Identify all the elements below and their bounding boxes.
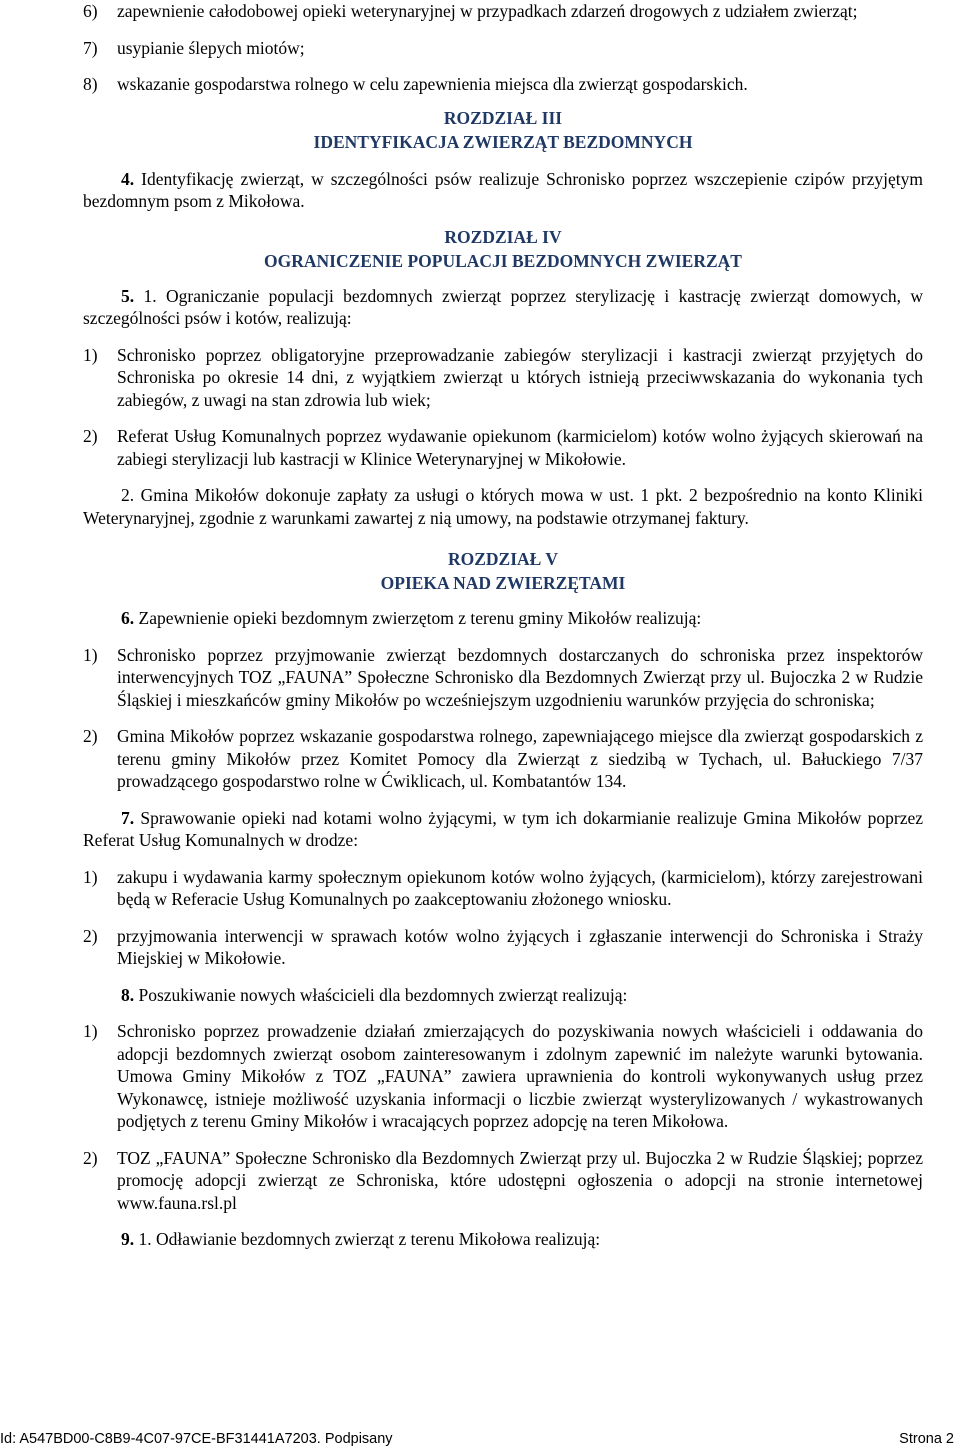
paragraph-8 [83, 984, 923, 1007]
item-text: TOZ „FAUNA” Społeczne Schronisko dla Bezdomnych Zwierząt przy ul. Bujoczka 2 w Rudzie Śląskiej; poprzez promocję adopcji zwierząt ze Schroniska, które udostępni ogłoszenia o adopcji na stronie internetowej www.fauna.rsl.pl [117, 1147, 923, 1213]
list-item [83, 344, 923, 412]
item-number: 6) [83, 1, 98, 21]
list-item [83, 1020, 923, 1133]
paragraph-text: Poszukiwanie nowych właścicieli dla bezdomnych zwierząt realizują: [138, 984, 628, 1005]
chapter-title: ROZDZIAŁ V [447, 549, 559, 569]
item-number: 2) [83, 925, 98, 946]
paragraph-6 [83, 607, 923, 630]
paragraph-text: Sprawowanie opieki nad kotami wolno żyjącymi, w tym ich dokarmianie realizuje Gmina Mikołów poprzez Referat Usług Komunalnych w drodze: [83, 807, 924, 850]
item-number: 1) [83, 344, 98, 365]
item-number: 2) [83, 726, 98, 746]
list-item [83, 0, 923, 23]
item-number: 1) [83, 866, 98, 887]
paragraph-text: Gmina Mikołów dokonuje zapłaty za usługi o których mowa w ust. 1 pkt. 2 bezpośrednio na konto Kliniki Weterynaryjnej, zgodnie z warunkami zawartej z nią umowy, na podstawie otrzymanej faktury. [83, 485, 923, 528]
list-item [83, 1147, 923, 1215]
chapter-title: ROZDZIAŁ IV [444, 226, 562, 247]
paragraph-number: 6. [121, 608, 135, 628]
document-page [83, 0, 923, 1251]
item-text: zakupu i wydawania karmy społecznym opiekunom kotów wolno żyjących, (karmicielom), którzy zarejestrowani będą w Referacie Usług Komunalnych po zaakceptowaniu złożonego wniosku. [117, 866, 923, 909]
item-text: Schronisko poprzez prowadzenie działań zmierzających do pozyskiwania nowych właścicieli i oddawania do adopcji bezdomnych zwierząt osobom zainteresowanym i zdolnym zapewnić im należyte warunki bytowania. Umowa Gminy Mikołów z TOZ „FAUNA” zawiera uprawnienia do kontroli wykonywanych usług przez Wykonawcę, istnieje możliwość uzyskania informacji o liczbie zwierząt wysterylizowanych / wykastrowanych podjętych z terenu Gminy Mikołów i wracających poprzez adopcję na teren Mikołowa. [117, 1021, 923, 1131]
paragraph-number: 2. [121, 485, 135, 505]
list-item [83, 866, 923, 911]
paragraph-text: Zapewnienie opieki bezdomnym zwierzętom z terenu gminy Mikołów realizują: [138, 608, 702, 628]
paragraph-text: Odławianie bezdomnych zwierząt z terenu Mikołowa realizują: [156, 1229, 601, 1249]
chapter-subtitle: OGRANICZENIE POPULACJI BEZDOMNYCH ZWIERZĄT [264, 250, 742, 271]
paragraph-number: 4. [121, 168, 135, 189]
paragraph-number: 7. [121, 807, 135, 828]
list-item [83, 425, 923, 470]
paragraph-9 [83, 1228, 923, 1251]
item-text: Schronisko poprzez przyjmowanie zwierząt bezdomnych dostarczanych do schroniska przez inspektorów interwencyjnych TOZ „FAUNA” Społeczne Schronisko dla Bezdomnych Zwierząt przy ul. Bujoczka 2 w Rudzie Śląskiej i mieszkańców gminy Mikołów po wcześniejszym uzgodnieniu warunków przyjęcia do schroniska; [117, 644, 923, 710]
paragraph-subnumber: 1. [138, 1229, 152, 1249]
item-number: 2) [83, 1147, 98, 1168]
paragraph-number: 8. [121, 984, 135, 1005]
item-number: 1) [83, 1021, 98, 1041]
paragraph-4 [83, 168, 923, 213]
chapter-title: ROZDZIAŁ III [443, 107, 563, 128]
list-item [83, 37, 923, 60]
chapter-subtitle: IDENTYFIKACJA ZWIERZĄT BEZDOMNYCH [313, 131, 693, 152]
paragraph-7 [83, 807, 923, 852]
item-number: 7) [83, 37, 98, 58]
item-text: Schronisko poprzez obligatoryjne przeprowadzanie zabiegów sterylizacji i kastracji zwierząt przyjętych do Schroniska po okresie 14 dni, z wyjątkiem zwierząt u których istnieją przeciwwskazania do wykonania tych zabiegów, z uwagi na stan zdrowia lub wiek; [117, 344, 923, 410]
paragraph-5-2 [83, 484, 923, 529]
list-item [83, 925, 923, 970]
paragraph-text: Ograniczanie populacji bezdomnych zwierząt poprzez sterylizację i kastrację zwierząt domowych, w szczególności psów i kotów, realizują: [83, 285, 924, 328]
paragraph-5 [83, 285, 923, 330]
item-text: Gmina Mikołów poprzez wskazanie gospodarstwa rolnego, zapewniającego miejsce dla zwierząt gospodarskich z terenu gminy Mikołów przez Komitet Pomocy dla Zwierząt z siedzibą w Tychach, ul. Bałuckiego 7/37 prowadzącego gospodarstwo rolne w Ćwiklicach, ul. Kombatantów 134. [117, 726, 923, 791]
chapter-subtitle: OPIEKA NAD ZWIERZĘTAMI [380, 573, 626, 593]
item-number: 1) [83, 644, 98, 665]
list-item [83, 73, 923, 96]
item-text: usypianie ślepych miotów; [117, 37, 305, 58]
paragraph-subnumber: 1. [143, 285, 157, 306]
item-number: 2) [83, 426, 98, 446]
list-item [83, 725, 923, 793]
paragraph-number: 9. [121, 1229, 135, 1249]
footer-page-number: Strona 2 [899, 1431, 954, 1447]
list-item [83, 644, 923, 712]
item-text: wskazanie gospodarstwa rolnego w celu zapewnienia miejsca dla zwierząt gospodarskich. [117, 74, 748, 94]
footer-document-id: Id: A547BD00-C8B9-4C07-97CE-BF31441A7203. Podpisany [0, 1431, 393, 1447]
item-number: 8) [83, 74, 98, 94]
item-text: Referat Usług Komunalnych poprzez wydawanie opiekunom (karmicielom) kotów wolno żyjących skierowań na zabiegi sterylizacji lub kastracji w Klinice Weterynaryjnej w Mikołowie. [117, 426, 923, 469]
paragraph-number: 5. [121, 285, 135, 306]
item-text: zapewnienie całodobowej opieki weterynaryjnej w przypadkach zdarzeń drogowych z udziałem zwierząt; [117, 1, 858, 21]
paragraph-text: Identyfikację zwierząt, w szczególności psów realizuje Schronisko poprzez wszczepienie czipów przyjętym bezdomnym psom z Mikołowa. [83, 168, 924, 211]
item-text: przyjmowania interwencji w sprawach kotów wolno żyjących i zgłaszanie interwencji do Schroniska i Straży Miejskiej w Mikołowie. [117, 925, 923, 968]
